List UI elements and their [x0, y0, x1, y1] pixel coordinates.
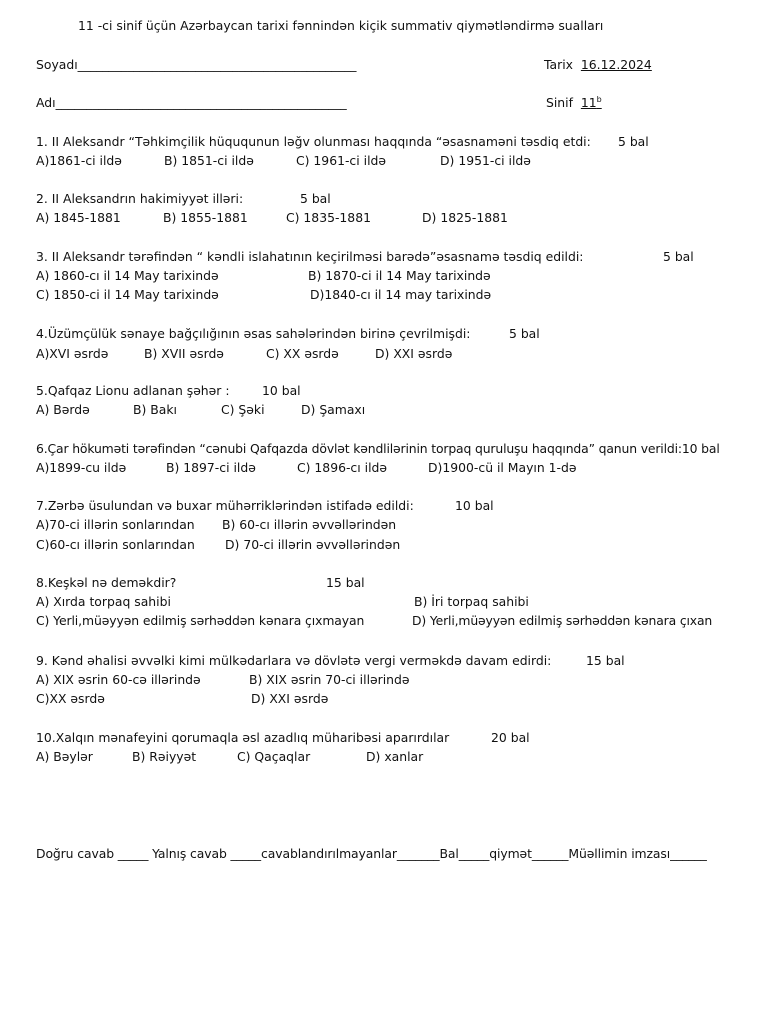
q3-option-b[interactable]: B) 1870-ci il 14 May tarixində [308, 268, 491, 283]
q8-option-b[interactable]: B) İri torpaq sahibi [414, 594, 529, 609]
q5-option-b[interactable]: B) Bakı [133, 402, 177, 417]
q9-option-b[interactable]: B) XIX əsrin 70-ci illərində [249, 672, 410, 687]
question-6-points: 10 bal [681, 441, 720, 456]
q7-option-b[interactable]: B) 60-cı illərin əvvəllərindən [222, 517, 397, 532]
question-10-text: 10.Xalqın mənafeyini qorumaqla əsl azadlıq müharibəsi aparırdılar [36, 730, 450, 745]
question-6-text: 6.Çar hökuməti tərəfindən “cənubi Qafqazda dövlət kəndlilərinin torpaq quruluşu haqqında” qanun verildi: [36, 441, 682, 456]
q2-option-b[interactable]: B) 1855-1881 [163, 210, 248, 225]
q3-option-a[interactable]: A) 1860-cı il 14 May tarixində [36, 268, 219, 283]
date-label: Tarix [544, 57, 573, 72]
q2-option-a[interactable]: A) 1845-1881 [36, 210, 121, 225]
q9-option-d[interactable]: D) XXI əsrdə [251, 691, 329, 706]
question-3-text: 3. II Aleksandr tərəfindən “ kəndli islahatının keçirilməsi barədə”əsasnamə təsdiq edildi: [36, 249, 584, 264]
date-field [544, 57, 652, 73]
q6-option-c[interactable]: C) 1896-cı ildə [297, 460, 387, 475]
q10-option-b[interactable]: B) Rəiyyət [132, 749, 197, 764]
q3-option-c[interactable]: C) 1850-ci il 14 May tarixində [36, 287, 219, 302]
q9-option-a[interactable]: A) XIX əsrin 60-cə illərində [36, 672, 201, 687]
question-10-points: 20 bal [491, 730, 530, 745]
q10-option-d[interactable]: D) xanlar [366, 749, 424, 764]
question-7-text: 7.Zərbə üsulundan və buxar mühərriklərindən istifadə edildi: [36, 498, 414, 513]
q1-option-b[interactable]: B) 1851-ci ildə [164, 153, 254, 168]
question-5-text: 5.Qafqaz Lionu adlanan şəhər : [36, 383, 230, 398]
q1-option-c[interactable]: C) 1961-ci ildə [296, 153, 386, 168]
name-field[interactable]: Adı_______________________________________________ [36, 95, 347, 110]
page-title: 11 -ci sinif üçün Azərbaycan tarixi fənnindən kiçik summativ qiymətləndirmə sualları [78, 18, 604, 33]
question-2-text: 2. II Aleksandrın hakimiyyət illəri: [36, 191, 244, 206]
question-8-points: 15 bal [326, 575, 365, 590]
question-2-points: 5 bal [300, 191, 331, 206]
q5-option-d[interactable]: D) Şamaxı [301, 402, 366, 417]
q1-option-d[interactable]: D) 1951-ci ildə [440, 153, 531, 168]
q7-option-a[interactable]: A)70-ci illərin sonlarından [36, 517, 195, 532]
class-value: 11$^b$ [580, 95, 602, 110]
score-footer[interactable]: Doğru cavab _____ Yalnış cavab _____cavablandırılmayanlar_______Bal_____qiymət______Müəllimin imzası______ [36, 846, 707, 861]
surname-field[interactable]: Soyadı_____________________________________________ [36, 57, 357, 72]
q4-option-c[interactable]: C) XX əsrdə [266, 346, 339, 361]
class-label: Sinif [546, 95, 573, 110]
q6-option-b[interactable]: B) 1897-ci ildə [166, 460, 256, 475]
q10-option-a[interactable]: A) Bəylər [36, 749, 93, 764]
question-7-points: 10 bal [455, 498, 494, 513]
question-9-points: 15 bal [586, 653, 625, 668]
q5-option-c[interactable]: C) Şəki [221, 402, 265, 417]
q3-option-d[interactable]: D)1840-cı il 14 may tarixində [310, 287, 492, 302]
q2-option-d[interactable]: D) 1825-1881 [422, 210, 508, 225]
q8-option-d[interactable]: D) Yerli,müəyyən edilmiş sərhəddən kənara çıxan [412, 613, 713, 628]
q6-option-d[interactable]: D)1900-cü il Mayın 1-də [428, 460, 577, 475]
q8-option-a[interactable]: A) Xırda torpaq sahibi [36, 594, 171, 609]
question-8-text: 8.Keşkəl nə deməkdir? [36, 575, 177, 590]
question-9-text: 9. Kənd əhalisi əvvəlki kimi mülkədarlara və dövlətə vergi verməkdə davam edirdi: [36, 653, 552, 668]
question-1-points: 5 bal [618, 134, 649, 149]
question-3-points: 5 bal [663, 249, 694, 264]
question-1-text: 1. II Aleksandr “Təhkimçilik hüququnun ləğv olunması haqqında “əsasnaməni təsdiq etdi: [36, 134, 591, 149]
q5-option-a[interactable]: A) Bərdə [36, 402, 90, 417]
date-value: 16.12.2024 [580, 57, 652, 72]
q4-option-a[interactable]: A)XVI əsrdə [36, 346, 109, 361]
question-5-points: 10 bal [262, 383, 301, 398]
question-4-points: 5 bal [509, 326, 540, 341]
q1-option-a[interactable]: A)1861-ci ildə [36, 153, 122, 168]
q8-option-c[interactable]: C) Yerli,müəyyən edilmiş sərhəddən kənara çıxmayan [36, 613, 365, 628]
q2-option-c[interactable]: C) 1835-1881 [286, 210, 371, 225]
q9-option-c[interactable]: C)XX əsrdə [36, 691, 105, 706]
q4-option-b[interactable]: B) XVII əsrdə [144, 346, 224, 361]
class-field [546, 95, 602, 111]
q6-option-a[interactable]: A)1899-cu ildə [36, 460, 127, 475]
question-6-line [36, 441, 720, 457]
q7-option-d[interactable]: D) 70-ci illərin əvvəllərindən [225, 537, 401, 552]
question-4-text: 4.Üzümçülük sənaye bağçılığının əsas sahələrindən birinə çevrilmişdi: [36, 326, 471, 341]
q4-option-d[interactable]: D) XXI əsrdə [375, 346, 453, 361]
q10-option-c[interactable]: C) Qaçaqlar [237, 749, 311, 764]
q7-option-c[interactable]: C)60-cı illərin sonlarından [36, 537, 195, 552]
